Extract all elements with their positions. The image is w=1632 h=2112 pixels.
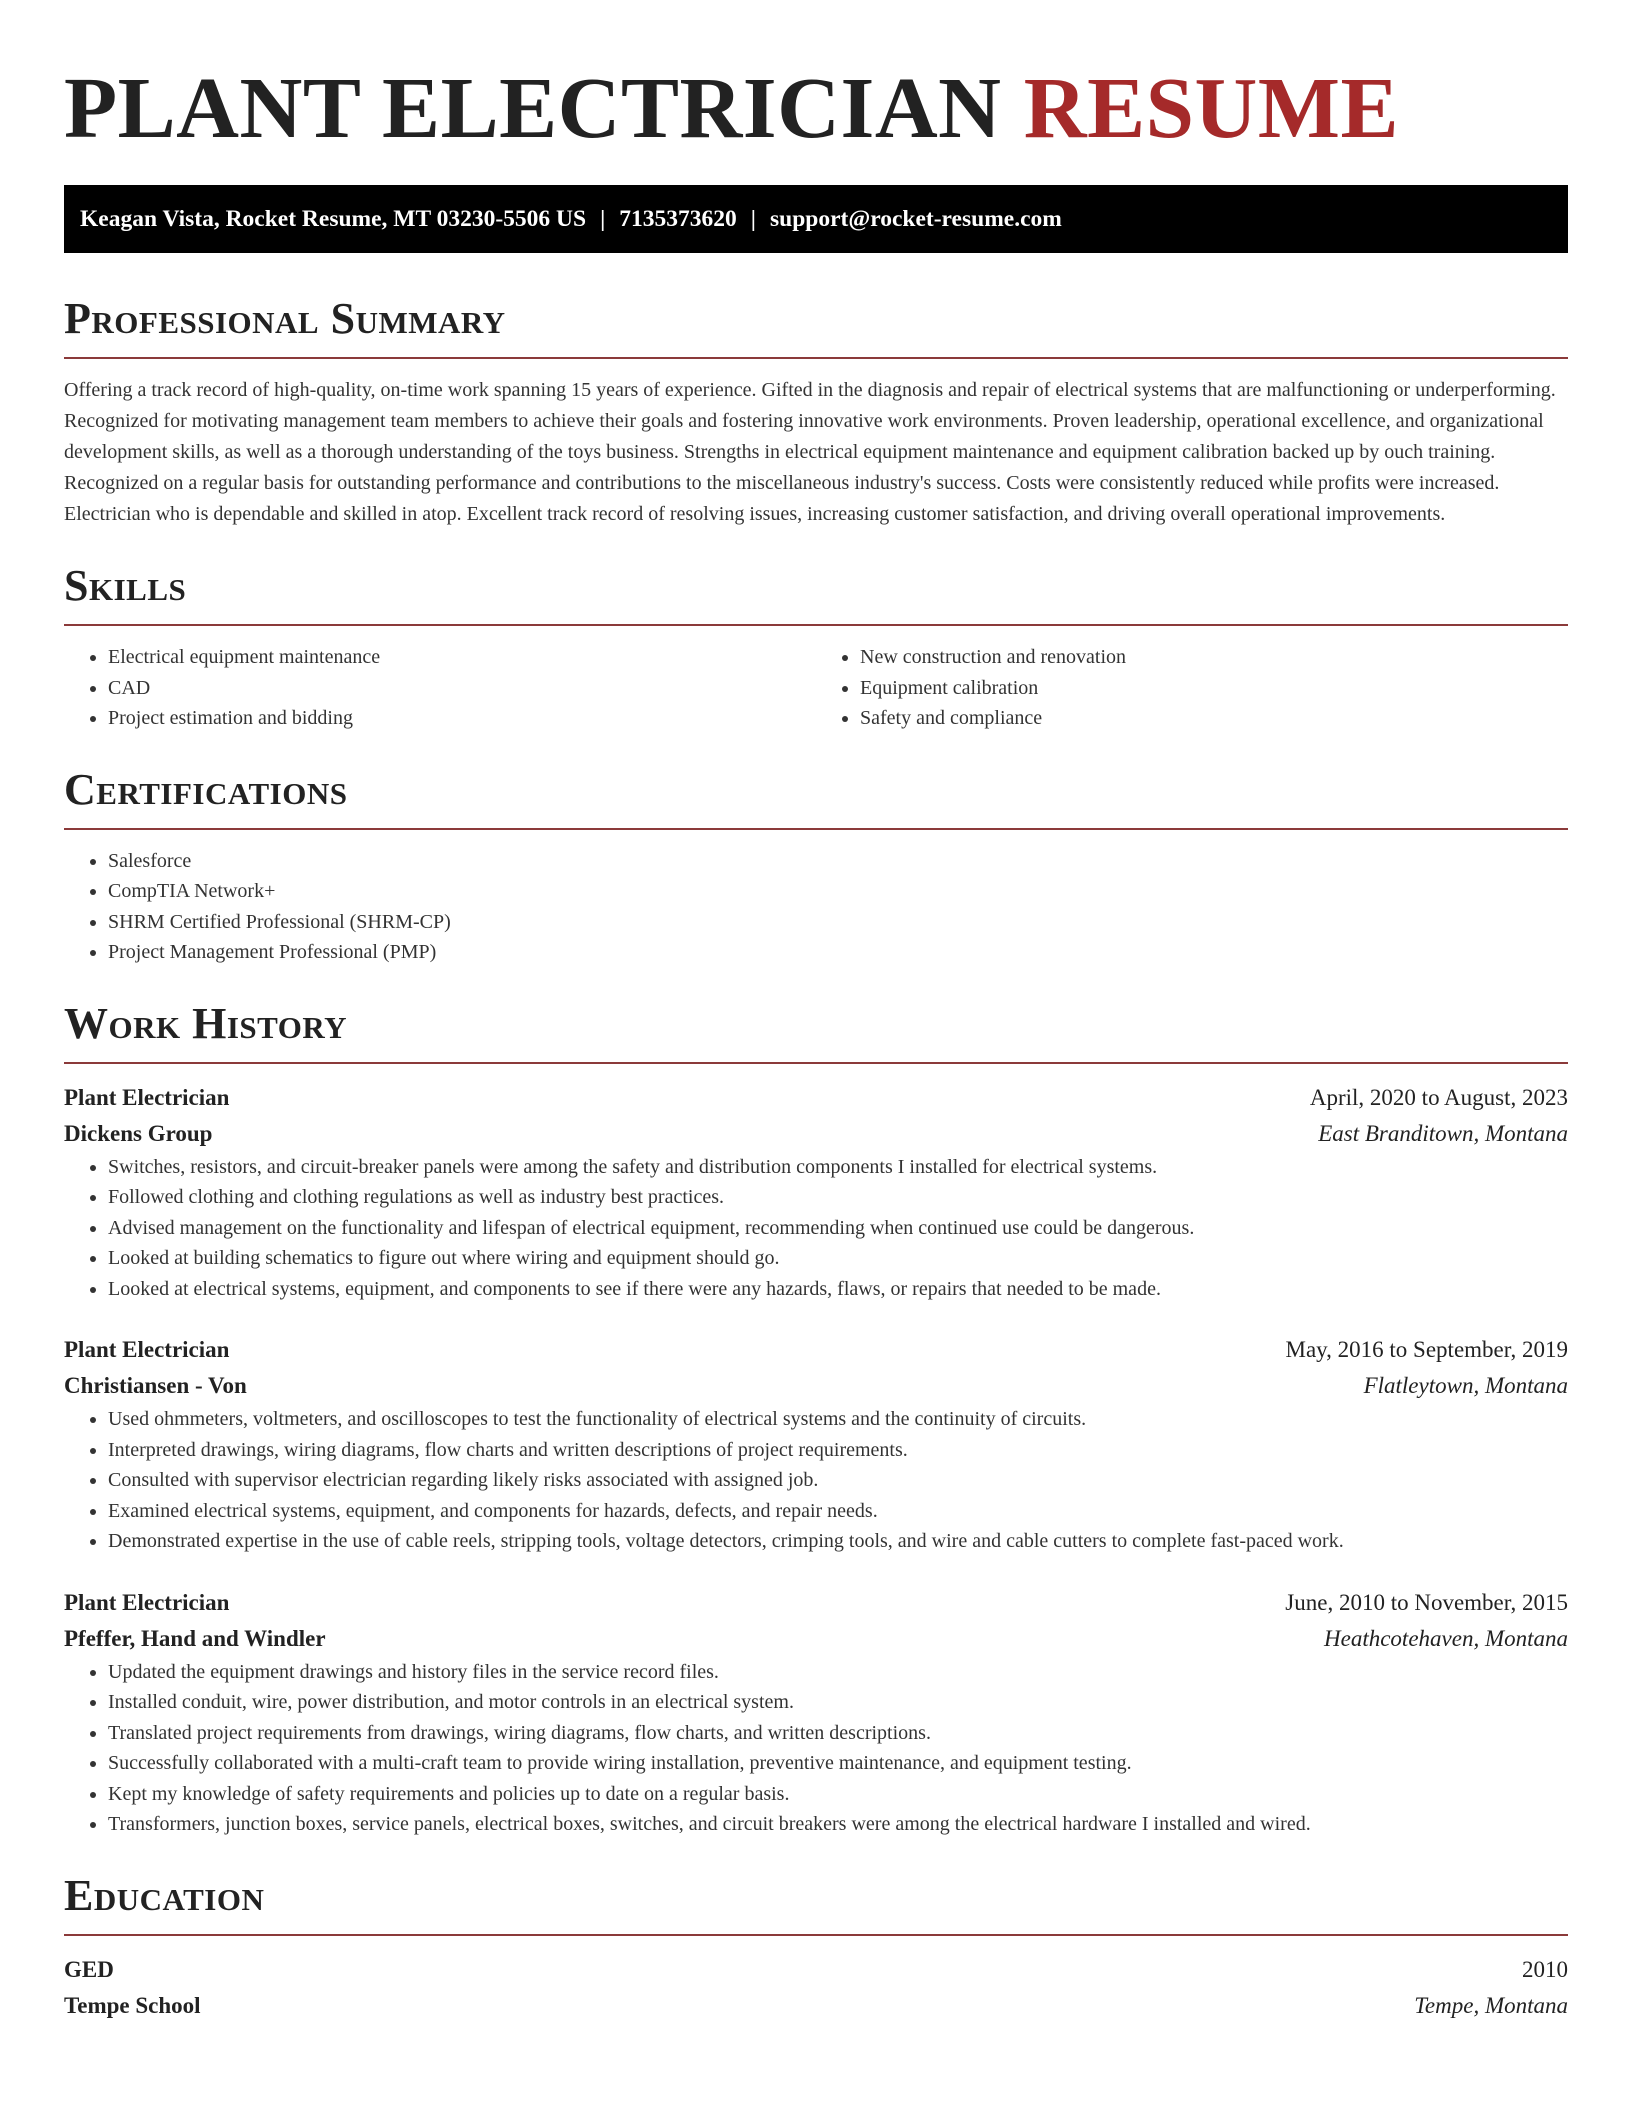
section-divider bbox=[64, 1934, 1568, 1936]
job-dates: May, 2016 to September, 2019 bbox=[1285, 1337, 1568, 1362]
summary-heading: Professional Summary bbox=[64, 294, 506, 343]
resume-title bbox=[64, 59, 1568, 156]
job-location: Heathcotehaven, Montana bbox=[1324, 1625, 1568, 1651]
job-header-row bbox=[64, 1332, 1568, 1368]
job-dates: April, 2020 to August, 2023 bbox=[1309, 1084, 1568, 1110]
job-company-row bbox=[64, 1116, 1568, 1152]
certifications-heading: Certifications bbox=[64, 764, 348, 814]
job-title: Plant Electrician bbox=[64, 1084, 230, 1110]
contact-separator: | bbox=[750, 205, 756, 232]
education-year: 2010 bbox=[1522, 1956, 1568, 1982]
work-history-heading: Work History bbox=[64, 998, 348, 1048]
job-company-row bbox=[64, 1368, 1568, 1404]
job-title: Plant Electrician bbox=[64, 1589, 230, 1615]
job-entry bbox=[64, 1585, 1568, 1840]
education-heading: Education bbox=[64, 1870, 265, 1920]
skills-list-left bbox=[64, 642, 816, 734]
education-degree-row bbox=[64, 1952, 1568, 1988]
job-bullet: • Switches, resistors, and circuit-breaker panels were among the safety and distribution components I installed for electrical systems. bbox=[108, 1152, 1568, 1183]
education-school: Tempe School bbox=[64, 1992, 201, 2018]
skills-column-left bbox=[64, 642, 816, 734]
section-divider bbox=[64, 624, 1568, 626]
certification-item: • SHRM Certified Professional (SHRM-CP) bbox=[108, 907, 1568, 938]
job-bullet: • Looked at electrical systems, equipment, and components to see if there were any hazards, flaws, or repairs that needed to be made. bbox=[108, 1274, 1568, 1305]
certification-item: • Salesforce bbox=[108, 846, 1568, 877]
certification-item: • Project Management Professional (PMP) bbox=[108, 937, 1568, 968]
job-location: Flatleytown, Montana bbox=[1363, 1373, 1568, 1398]
job-company: Christiansen - Von bbox=[64, 1373, 247, 1398]
title-main: PLANT ELECTRICIAN bbox=[64, 59, 1002, 156]
job-title: Plant Electrician bbox=[64, 1337, 230, 1362]
contact-phone: 7135373620 bbox=[619, 205, 737, 232]
education-school-row bbox=[64, 1988, 1568, 2024]
contact-bar bbox=[64, 185, 1568, 253]
job-bullet: • Successfully collaborated with a multi-craft team to provide wiring installation, preventive maintenance, and equipment testing. bbox=[108, 1748, 1568, 1779]
education-degree: GED bbox=[64, 1956, 114, 1982]
certification-item: • CompTIA Network+ bbox=[108, 876, 1568, 907]
job-bullet: • Used ohmmeters, voltmeters, and oscilloscopes to test the functionality of electrical systems and the continuity of circuits. bbox=[108, 1404, 1568, 1435]
contact-address: Keagan Vista, Rocket Resume, MT 03230-5506 US bbox=[80, 205, 587, 232]
certifications-section bbox=[64, 764, 1568, 968]
job-bullet: • Kept my knowledge of safety requirements and policies up to date on a regular basis. bbox=[108, 1779, 1568, 1810]
job-bullet: • Transformers, junction boxes, service panels, electrical boxes, switches, and circuit breakers were among the electrical hardware I installed and wired. bbox=[108, 1809, 1568, 1840]
skill-item: • Electrical equipment maintenance bbox=[108, 642, 816, 673]
certifications-list bbox=[64, 846, 1568, 968]
education-section bbox=[64, 1870, 1568, 2024]
skill-item: • CAD bbox=[108, 673, 816, 704]
job-company: Dickens Group bbox=[64, 1120, 213, 1146]
skills-heading: Skills bbox=[64, 561, 187, 610]
education-location: Tempe, Montana bbox=[1414, 1992, 1568, 2018]
section-divider bbox=[64, 357, 1568, 359]
job-dates: June, 2010 to November, 2015 bbox=[1285, 1589, 1568, 1615]
skills-column-right bbox=[816, 642, 1568, 734]
job-bullet: • Looked at building schematics to figure out where wiring and equipment should go. bbox=[108, 1243, 1568, 1274]
job-header-row bbox=[64, 1585, 1568, 1621]
job-location: East Branditown, Montana bbox=[1318, 1120, 1568, 1146]
skill-item: • Project estimation and bidding bbox=[108, 703, 816, 734]
skill-item: • Equipment calibration bbox=[860, 673, 1568, 704]
work-history-section bbox=[64, 998, 1568, 1840]
section-divider bbox=[64, 1062, 1568, 1064]
job-bullet: • Demonstrated expertise in the use of cable reels, stripping tools, voltage detectors, crimping tools, and wire and cable cutters to complete fast-paced work. bbox=[108, 1526, 1568, 1557]
title-accent: RESUME bbox=[1023, 59, 1399, 156]
job-bullet: • Advised management on the functionality and lifespan of electrical equipment, recommending when continued use could be dangerous. bbox=[108, 1213, 1568, 1244]
job-bullet: • Installed conduit, wire, power distribution, and motor controls in an electrical system. bbox=[108, 1687, 1568, 1718]
skill-item: • New construction and renovation bbox=[860, 642, 1568, 673]
job-bullets bbox=[64, 1657, 1568, 1840]
summary-section bbox=[64, 294, 1568, 530]
job-header-row bbox=[64, 1080, 1568, 1116]
contact-separator: | bbox=[600, 205, 606, 232]
job-bullet: • Interpreted drawings, wiring diagrams, flow charts and written descriptions of project requirements. bbox=[108, 1435, 1568, 1466]
skill-item: • Safety and compliance bbox=[860, 703, 1568, 734]
job-bullets bbox=[64, 1152, 1568, 1305]
job-bullet: • Examined electrical systems, equipment, and components for hazards, defects, and repair needs. bbox=[108, 1496, 1568, 1527]
job-entry bbox=[64, 1080, 1568, 1305]
skills-section bbox=[64, 561, 1568, 734]
job-company-row bbox=[64, 1621, 1568, 1657]
contact-email[interactable]: support@rocket-resume.com bbox=[769, 205, 1062, 232]
job-bullet: • Consulted with supervisor electrician regarding likely risks associated with assigned job. bbox=[108, 1465, 1568, 1496]
skills-list-right bbox=[816, 642, 1568, 734]
job-company: Pfeffer, Hand and Windler bbox=[64, 1625, 326, 1651]
job-bullet: • Followed clothing and clothing regulations as well as industry best practices. bbox=[108, 1182, 1568, 1213]
job-bullet: • Updated the equipment drawings and history files in the service record files. bbox=[108, 1657, 1568, 1688]
summary-text: Offering a track record of high-quality, on-time work spanning 15 years of experience. Gifted in the diagnosis and repair of electrical systems that are malfunctioning or underperforming. Recognized for motivating management team members to achieve their goals and fostering innovative work environments. Proven leadership, operational excellence, and organizational development skills, as well as a thorough understanding of the toys business. Strengths in electrical equipment maintenance and equipment calibration backed up by ouch training. Recognized on a regular basis for outstanding performance and contributions to the miscellaneous industry's success. Costs were consistently reduced while profits were increased. Electrician who is dependable and skilled in atop. Excellent track record of resolving issues, increasing customer satisfaction, and driving overall operational improvements. bbox=[64, 379, 1556, 525]
job-entry bbox=[64, 1332, 1568, 1557]
section-divider bbox=[64, 828, 1568, 830]
job-bullets bbox=[64, 1404, 1568, 1557]
job-bullet: • Translated project requirements from drawings, wiring diagrams, flow charts, and written descriptions. bbox=[108, 1718, 1568, 1749]
education-entry bbox=[64, 1952, 1568, 2024]
skills-grid bbox=[64, 642, 1568, 734]
